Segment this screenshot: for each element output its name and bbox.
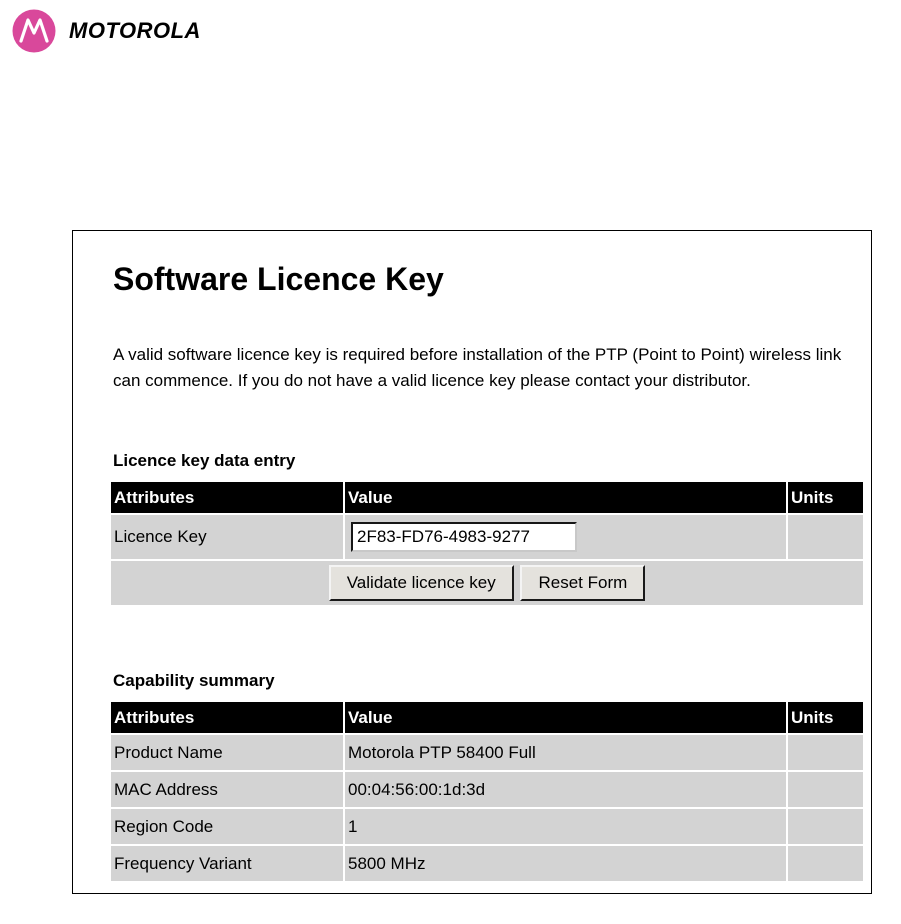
attribute-cell: MAC Address — [111, 772, 343, 807]
reset-form-button[interactable]: Reset Form — [520, 565, 645, 601]
column-header-units: Units — [788, 482, 863, 513]
licence-key-cell — [345, 515, 786, 559]
motorola-batwing-icon — [12, 9, 56, 53]
attribute-cell: Product Name — [111, 735, 343, 770]
value-cell: 5800 MHz — [345, 846, 786, 881]
motorola-logo — [12, 9, 201, 53]
licence-key-label: Licence Key — [111, 515, 343, 559]
entry-section-heading: Licence key data entry — [113, 451, 296, 470]
table-row — [111, 809, 863, 844]
value-cell: Motorola PTP 58400 Full — [345, 735, 786, 770]
value-cell: 1 — [345, 809, 786, 844]
brand-name: MOTOROLA — [69, 18, 201, 43]
page-title: Software Licence Key — [113, 261, 444, 297]
licence-key-panel — [72, 230, 872, 894]
table-row — [111, 735, 863, 770]
form-button-row — [111, 561, 863, 605]
units-cell — [788, 846, 863, 881]
licence-key-input[interactable] — [351, 522, 577, 552]
licence-key-units — [788, 515, 863, 559]
units-cell — [788, 809, 863, 844]
validate-licence-key-button[interactable]: Validate licence key — [329, 565, 514, 601]
capability-summary-table — [109, 700, 865, 883]
table-header-row — [111, 482, 863, 513]
intro-text: A valid software licence key is required before installation of the PTP (Point to Point) wireless link can commence. If you do not have a valid licence key please contact your distributor. — [113, 345, 842, 390]
table-row — [111, 772, 863, 807]
licence-entry-table — [109, 480, 865, 607]
column-header-attributes: Attributes — [111, 482, 343, 513]
units-cell — [788, 735, 863, 770]
value-cell: 00:04:56:00:1d:3d — [345, 772, 786, 807]
attribute-cell: Region Code — [111, 809, 343, 844]
licence-key-row — [111, 515, 863, 559]
attribute-cell: Frequency Variant — [111, 846, 343, 881]
form-button-cell — [111, 561, 863, 605]
table-header-row — [111, 702, 863, 733]
units-cell — [788, 772, 863, 807]
column-header-value: Value — [345, 702, 786, 733]
summary-section-heading: Capability summary — [113, 671, 275, 690]
column-header-value: Value — [345, 482, 786, 513]
column-header-units: Units — [788, 702, 863, 733]
table-row — [111, 846, 863, 881]
column-header-attributes: Attributes — [111, 702, 343, 733]
